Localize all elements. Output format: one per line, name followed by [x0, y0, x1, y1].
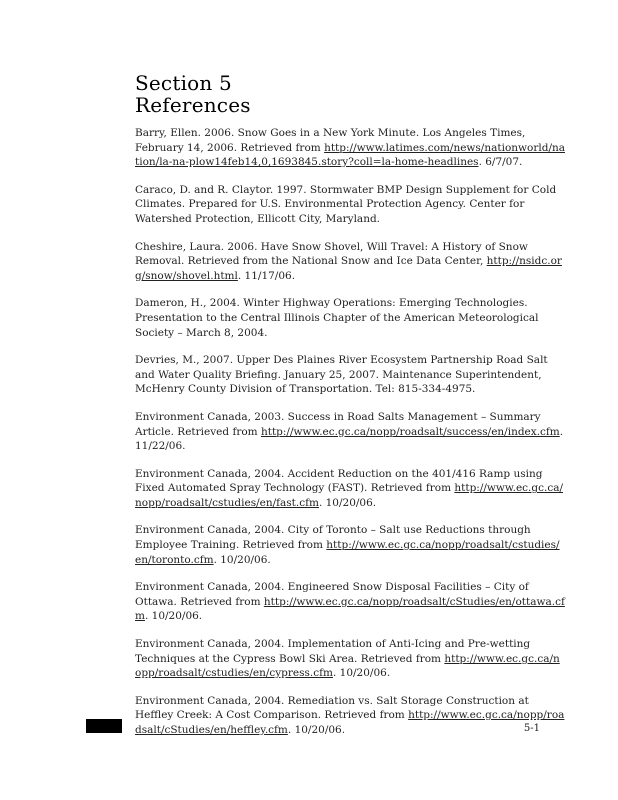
- reference-text: Environment Canada, 2004. Implementation of Anti-Icing and Pre-wetting Techniques at the Cypress Bowl Ski Area. Retrieved from: [135, 638, 531, 665]
- reference-entry: [135, 240, 565, 284]
- reference-link[interactable]: http://www.ec.gc.ca/nopp/roadsalt/cStudies/en/ottawa.cfm: [135, 595, 565, 623]
- footer-bar: [86, 719, 122, 733]
- reference-date: . 10/20/06.: [332, 667, 391, 680]
- reference-date: . 11/22/06.: [135, 425, 564, 453]
- reference-date: . 6/7/07.: [478, 156, 523, 169]
- reference-entry: [135, 637, 565, 681]
- reference-entry: [135, 296, 565, 340]
- reference-text: Environment Canada, 2004. City of Toronto – Salt use Reductions through Employee Training. Retrieved from: [135, 524, 531, 552]
- reference-link[interactable]: http://www.ec.gc.ca/nopp/roadsalt/cStudies/en/heffley.cfm: [135, 709, 565, 736]
- reference-link[interactable]: http://www.ec.gc.ca/nopp/roadsalt/cstudies/en/cypress.cfm: [135, 652, 560, 680]
- reference-entry: [135, 353, 565, 397]
- reference-date: . 10/20/06.: [318, 496, 377, 509]
- reference-list: [135, 126, 565, 751]
- reference-entry: [135, 126, 565, 170]
- section-label: Section 5: [135, 71, 232, 95]
- reference-text: Barry, Ellen. 2006. Snow Goes in a New York Minute. Los Angeles Times, February 14, 2006. Retrieved from: [135, 127, 526, 154]
- references-title: References: [135, 93, 251, 117]
- reference-link[interactable]: http://www.ec.gc.ca/nopp/roadsalt/success/en/index.cfm: [260, 425, 560, 438]
- reference-text: Cheshire, Laura. 2006. Have Snow Shovel, Will Travel: A History of Snow Removal. Retrieved from the National Snow and Ice Data Center,: [135, 240, 528, 268]
- reference-link[interactable]: http://nsidc.org/snow/shovel.html: [135, 255, 562, 282]
- reference-date: . 11/17/06.: [237, 269, 296, 282]
- reference-entry: [135, 694, 565, 738]
- reference-text: Environment Canada, 2004. Accident Reduction on the 401/416 Ramp using Fixed Automated Spray Technology (FAST). Retrieved from: [135, 467, 543, 495]
- reference-text: Environment Canada, 2003. Success in Road Salts Management – Summary Article. Retrieved from: [135, 410, 541, 438]
- reference-link[interactable]: http://www.ec.gc.ca/nopp/roadsalt/cstudies/en/fast.cfm: [135, 482, 564, 509]
- reference-date: . 10/20/06.: [144, 610, 203, 623]
- page-title: [135, 72, 251, 116]
- reference-date: . 10/20/06.: [287, 724, 346, 736]
- reference-entry: [135, 523, 565, 567]
- reference-entry: [135, 467, 565, 511]
- reference-date: . 10/20/06.: [213, 553, 271, 566]
- reference-entry: [135, 410, 565, 454]
- reference-text: Environment Canada, 2004. Remediation vs. Salt Storage Construction at Heffley Creek: A Cost Comparison. Retrieved from: [135, 694, 529, 722]
- reference-text: Devries, M., 2007. Upper Des Plaines River Ecosystem Partnership Road Salt and Water Quality Briefing. January 25, 2007. Maintenance Superintendent, McHenry County Division of Transportation. Tel: 815-334-4975.: [135, 354, 548, 396]
- reference-text: Caraco, D. and R. Claytor. 1997. Stormwater BMP Design Supplement for Cold Climates. Prepared for U.S. Environmental Protection Agency. Center for Watershed Protection, Ellicott City, Maryland.: [135, 183, 557, 225]
- reference-entry: [135, 183, 565, 227]
- reference-text: Environment Canada, 2004. Engineered Snow Disposal Facilities – City of Ottawa. Retrieved from: [135, 581, 529, 608]
- reference-text: Dameron, H., 2004. Winter Highway Operations: Emerging Technologies. Presentation to the Central Illinois Chapter of the American Meteorological Society – March 8, 2004.: [135, 297, 539, 339]
- reference-entry: [135, 580, 565, 624]
- reference-link[interactable]: http://www.ec.gc.ca/nopp/roadsalt/cstudies/en/toronto.cfm: [135, 539, 560, 566]
- reference-link[interactable]: http://www.latimes.com/news/nationworld/nation/la-na-plow14feb14,0,1693845.story?coll=la-home-headlines: [135, 141, 565, 169]
- page-number: 5-1: [523, 723, 540, 734]
